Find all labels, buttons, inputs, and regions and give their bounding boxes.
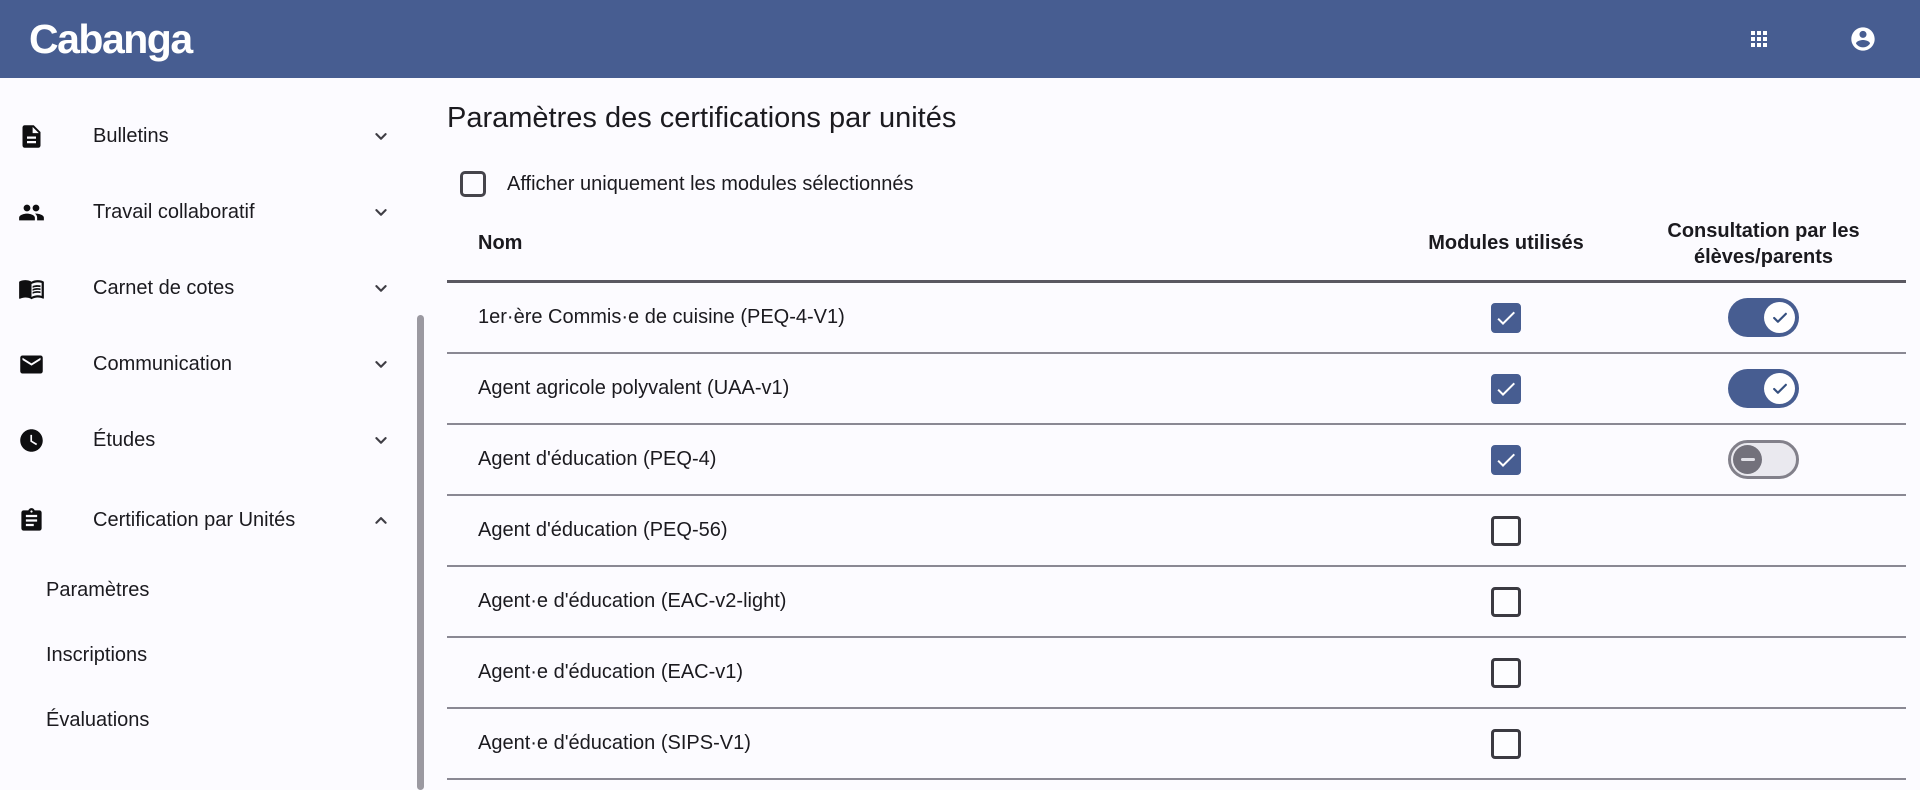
check-icon xyxy=(1494,306,1518,330)
table-row xyxy=(447,496,1906,567)
check-icon xyxy=(1770,308,1790,328)
people-icon xyxy=(18,199,45,226)
account-button[interactable] xyxy=(1848,24,1878,54)
module-used-checkbox[interactable] xyxy=(1491,516,1521,546)
filter-checkbox-row[interactable] xyxy=(447,161,1906,207)
table-row xyxy=(447,709,1906,780)
module-used-checkbox[interactable] xyxy=(1491,445,1521,475)
chevron-down-icon xyxy=(370,429,392,451)
column-header-nom: Nom xyxy=(478,232,523,254)
sidebar-item-label: Études xyxy=(93,428,156,451)
toggle-knob xyxy=(1764,302,1795,333)
module-used-checkbox[interactable] xyxy=(1491,303,1521,333)
chevron-down-icon xyxy=(370,353,392,375)
column-header-modules-utilises: Modules utilisés xyxy=(1428,232,1584,254)
sidebar-subitem-label: Inscriptions xyxy=(46,644,148,666)
table-row xyxy=(447,283,1906,354)
app-logo[interactable]: Cabanga xyxy=(29,15,192,62)
chevron-down-icon xyxy=(370,125,392,147)
main-content xyxy=(447,78,1906,790)
table-row xyxy=(447,425,1906,496)
open-book-icon xyxy=(18,275,45,302)
sidebar-subitem-label: Évaluations xyxy=(46,709,150,731)
sidebar-item-bulletins[interactable] xyxy=(0,98,425,174)
sidebar-item-certification-par-unites[interactable] xyxy=(0,482,425,558)
chevron-down-icon xyxy=(370,201,392,223)
table-header-row xyxy=(447,207,1906,283)
sidebar-scrollbar-thumb[interactable] xyxy=(417,315,424,790)
account-icon xyxy=(1849,25,1877,53)
chevron-down-icon xyxy=(370,277,392,299)
certification-name: Agent·e d'éducation (EAC-v2-light) xyxy=(478,590,787,612)
toggle-knob xyxy=(1764,373,1795,404)
sidebar-item-label: Certification par Unités xyxy=(93,508,296,531)
mail-icon xyxy=(18,351,45,378)
toggle-knob xyxy=(1733,445,1762,474)
chevron-up-icon xyxy=(370,509,392,531)
column-header-consultation: Consultation par les élèves/parents xyxy=(1667,219,1860,268)
sidebar-item-label: Communication xyxy=(93,352,232,375)
check-icon xyxy=(1494,448,1518,472)
table-row xyxy=(447,354,1906,425)
sidebar xyxy=(0,78,425,790)
minus-icon xyxy=(1741,458,1755,461)
module-used-checkbox[interactable] xyxy=(1491,658,1521,688)
consultation-toggle[interactable] xyxy=(1728,298,1799,337)
sidebar-item-carnet-de-cotes[interactable] xyxy=(0,250,425,326)
filter-checkbox-label: Afficher uniquement les modules sélectionnés xyxy=(507,172,914,195)
certification-name: Agent d'éducation (PEQ-56) xyxy=(478,519,728,541)
consultation-toggle[interactable] xyxy=(1728,369,1799,408)
apps-grid-button[interactable] xyxy=(1744,24,1774,54)
table-row xyxy=(447,567,1906,638)
consultation-toggle[interactable] xyxy=(1728,440,1799,479)
module-used-checkbox[interactable] xyxy=(1491,729,1521,759)
sidebar-subitem-evaluations[interactable] xyxy=(0,688,425,753)
check-icon xyxy=(1494,377,1518,401)
certification-name: Agent·e d'éducation (SIPS-V1) xyxy=(478,732,751,754)
clock-icon xyxy=(18,427,45,454)
sidebar-subitem-parametres[interactable] xyxy=(0,558,425,623)
document-icon xyxy=(18,123,45,150)
certification-name: Agent agricole polyvalent (UAA-v1) xyxy=(478,377,790,399)
apps-grid-icon xyxy=(1747,27,1771,51)
sidebar-item-travail-collaboratif[interactable] xyxy=(0,174,425,250)
header-actions xyxy=(1744,24,1878,54)
module-used-checkbox[interactable] xyxy=(1491,374,1521,404)
sidebar-item-label: Bulletins xyxy=(93,124,169,147)
table-row xyxy=(447,638,1906,709)
sidebar-item-label: Carnet de cotes xyxy=(93,276,235,299)
certification-name: Agent·e d'éducation (EAC-v1) xyxy=(478,661,744,683)
app-header xyxy=(0,0,1920,78)
filter-checkbox[interactable] xyxy=(460,171,486,197)
sidebar-item-label: Travail collaboratif xyxy=(93,200,255,223)
module-used-checkbox[interactable] xyxy=(1491,587,1521,617)
sidebar-subitem-inscriptions[interactable] xyxy=(0,623,425,688)
clipboard-icon xyxy=(18,507,45,534)
sidebar-item-etudes[interactable] xyxy=(0,402,425,478)
sidebar-item-communication[interactable] xyxy=(0,326,425,402)
certifications-table xyxy=(447,207,1906,780)
check-icon xyxy=(1770,379,1790,399)
certification-name: Agent d'éducation (PEQ-4) xyxy=(478,448,717,470)
certification-name: 1er·ère Commis·e de cuisine (PEQ-4-V1) xyxy=(478,306,845,328)
page-title: Paramètres des certifications par unités xyxy=(447,102,957,134)
sidebar-subitem-label: Paramètres xyxy=(46,579,150,601)
